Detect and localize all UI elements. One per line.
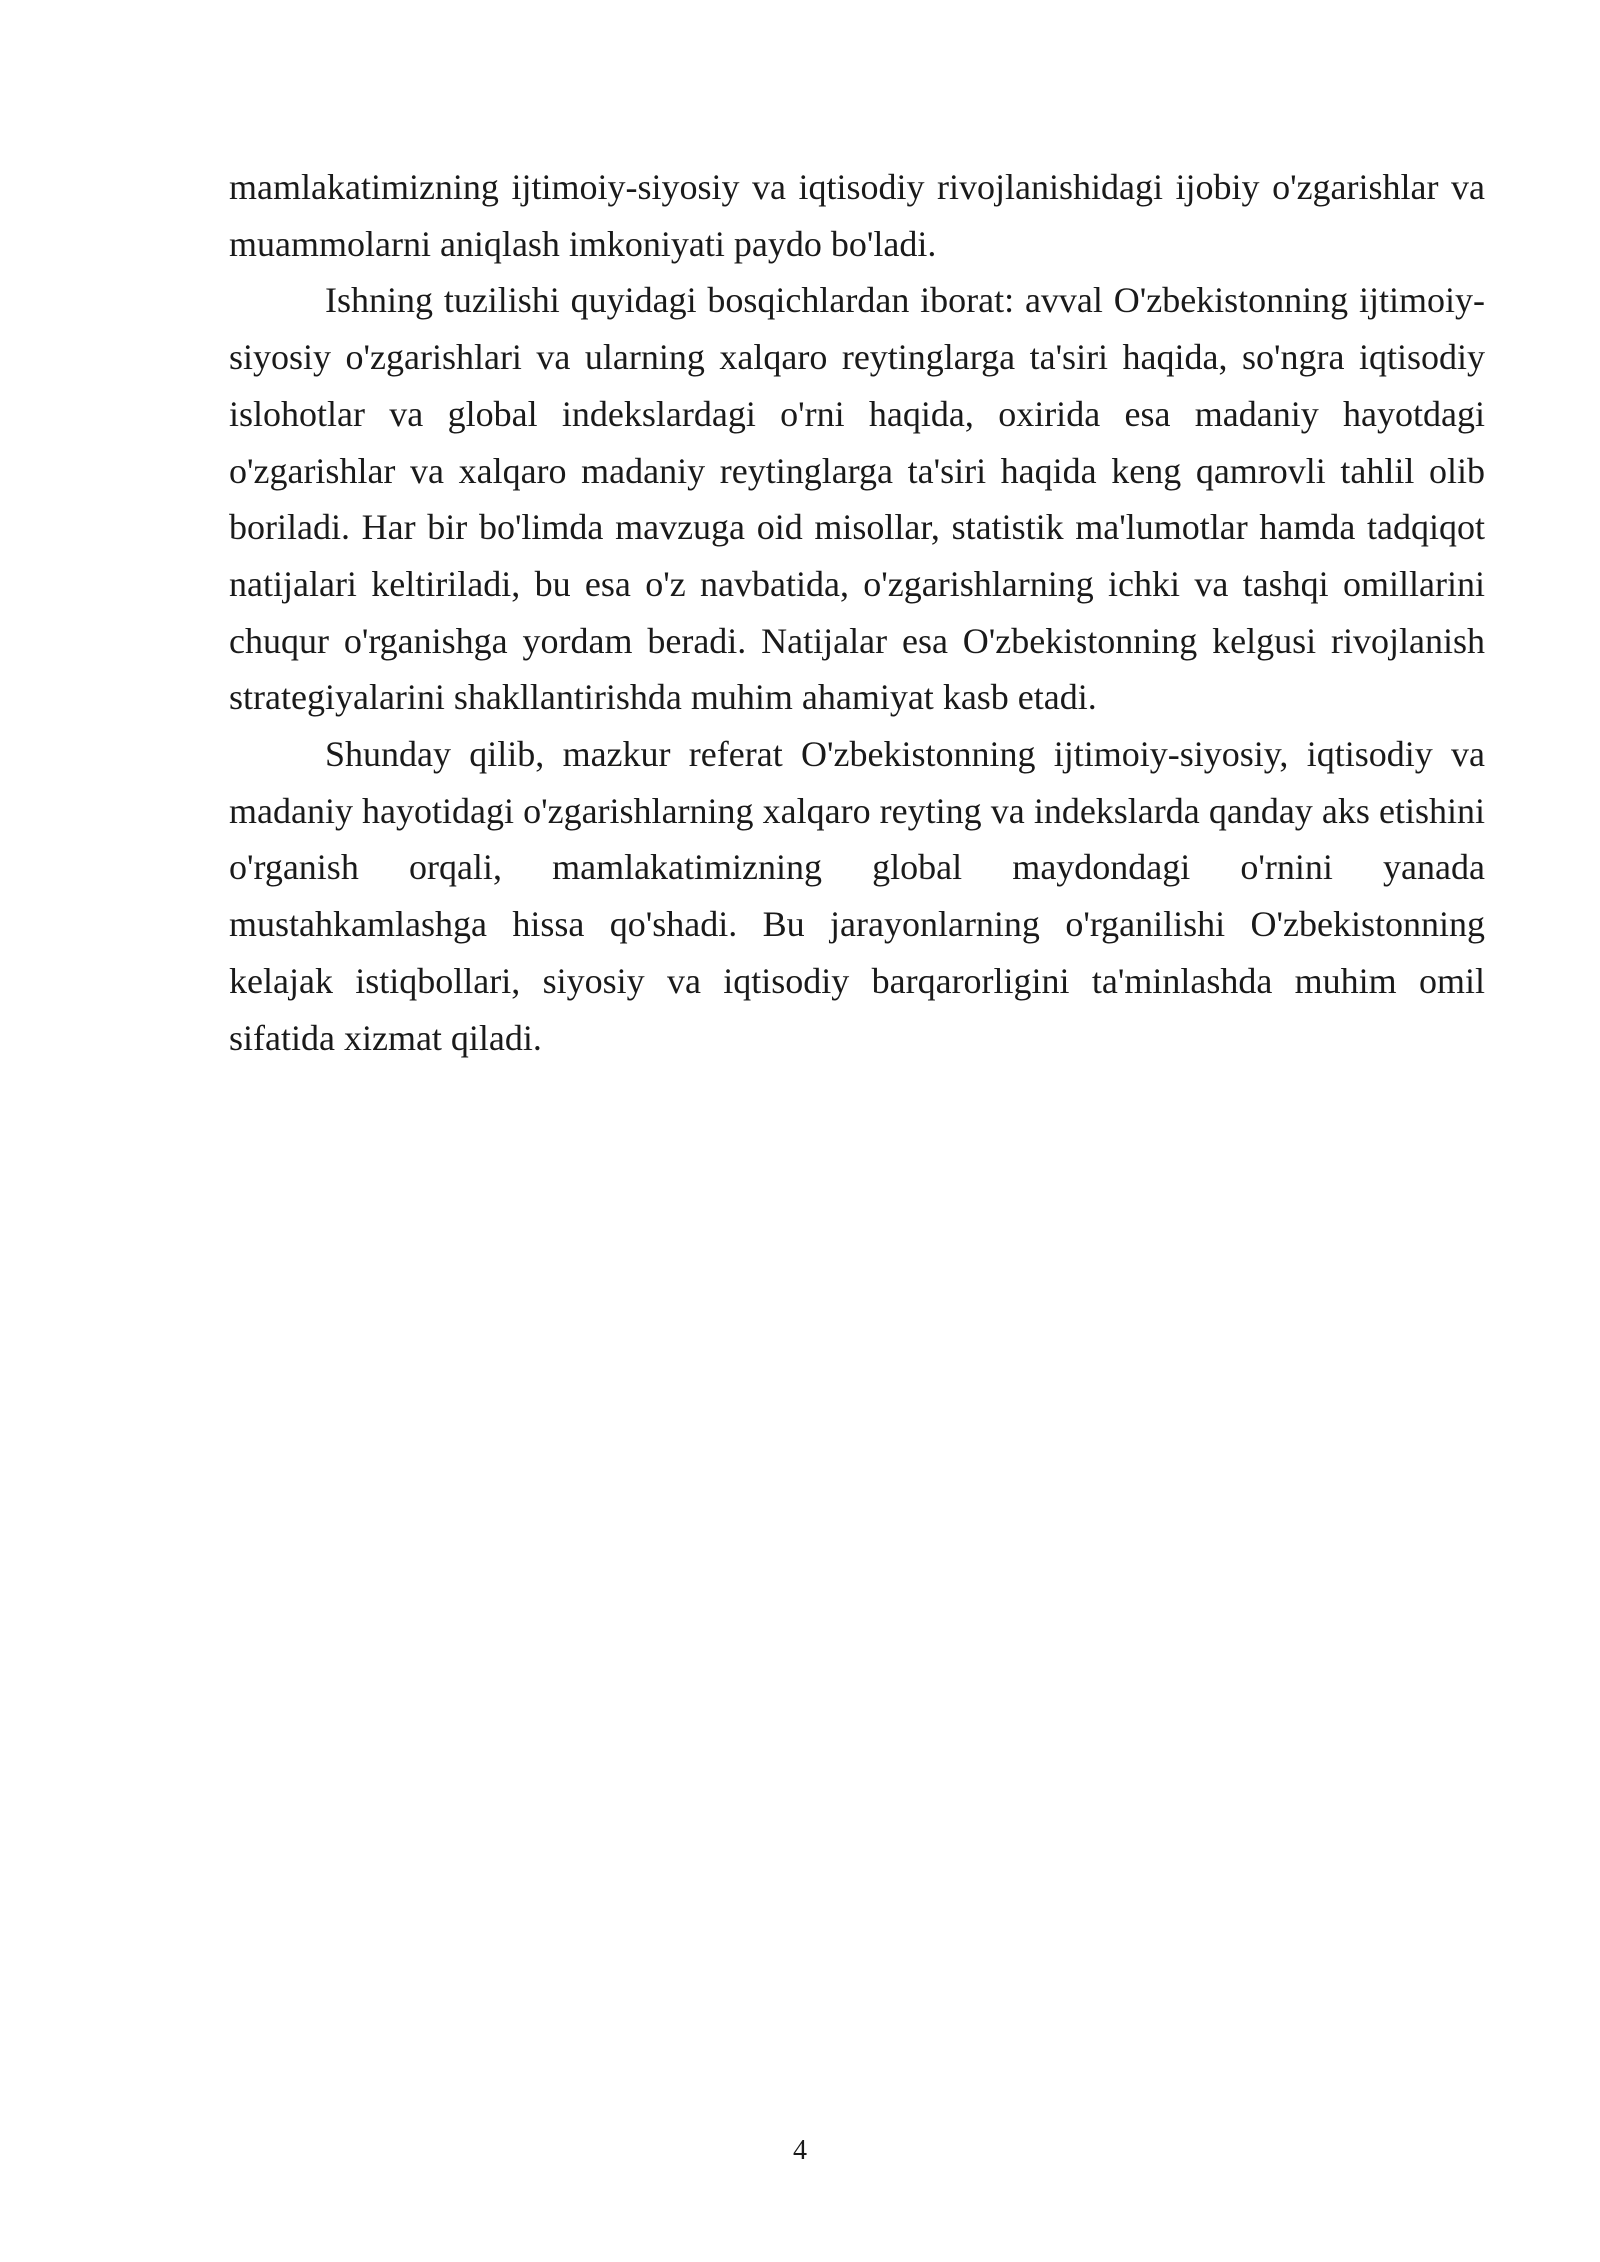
body-text <box>229 159 1485 1066</box>
paragraph-conclusion: Shunday qilib, mazkur referat O'zbekistonning ijtimoiy-siyosiy, iqtisodiy va madaniy hayotidagi o'zgarishlarning xalqaro reyting va indekslarda qanday aks etishini o'rganish orqali, mamlakatimizning global maydondagi o'rnini yanada mustahkamlashga hissa qo'shadi. Bu jarayonlarning o'rganilishi O'zbekistonning kelajak istiqbollari, siyosiy va iqtisodiy barqarorligini ta'minlashda muhim omil sifatida xizmat qiladi. <box>229 734 1485 1058</box>
paragraph-continuation: mamlakatimizning ijtimoiy-siyosiy va iqtisodiy rivojlanishidagi ijobiy o'zgarishlar va muammolarni aniqlash imkoniyati paydo bo'ladi. <box>229 167 1485 264</box>
paragraph-structure: Ishning tuzilishi quyidagi bosqichlardan iborat: avval O'zbekistonning ijtimoiy-siyosiy o'zgarishlari va ularning xalqaro reytinglarga ta'siri haqida, so'ngra iqtisodiy islohotlar va global indekslardagi o'rni haqida, oxirida esa madaniy hayotdagi o'zgarishlar va xalqaro madaniy reytinglarga ta'siri haqida keng qamrovli tahlil olib boriladi. Har bir bo'limda mavzuga oid misollar, statistik ma'lumotlar hamda tadqiqot natijalari keltiriladi, bu esa o'z navbatida, o'zgarishlarning ichki va tashqi omillarini chuqur o'rganishga yordam beradi. Natijalar esa O'zbekistonning kelgusi rivojlanish strategiyalarini shakllantirishda muhim ahamiyat kasb etadi. <box>229 280 1485 718</box>
page-number: 4 <box>793 2135 807 2166</box>
